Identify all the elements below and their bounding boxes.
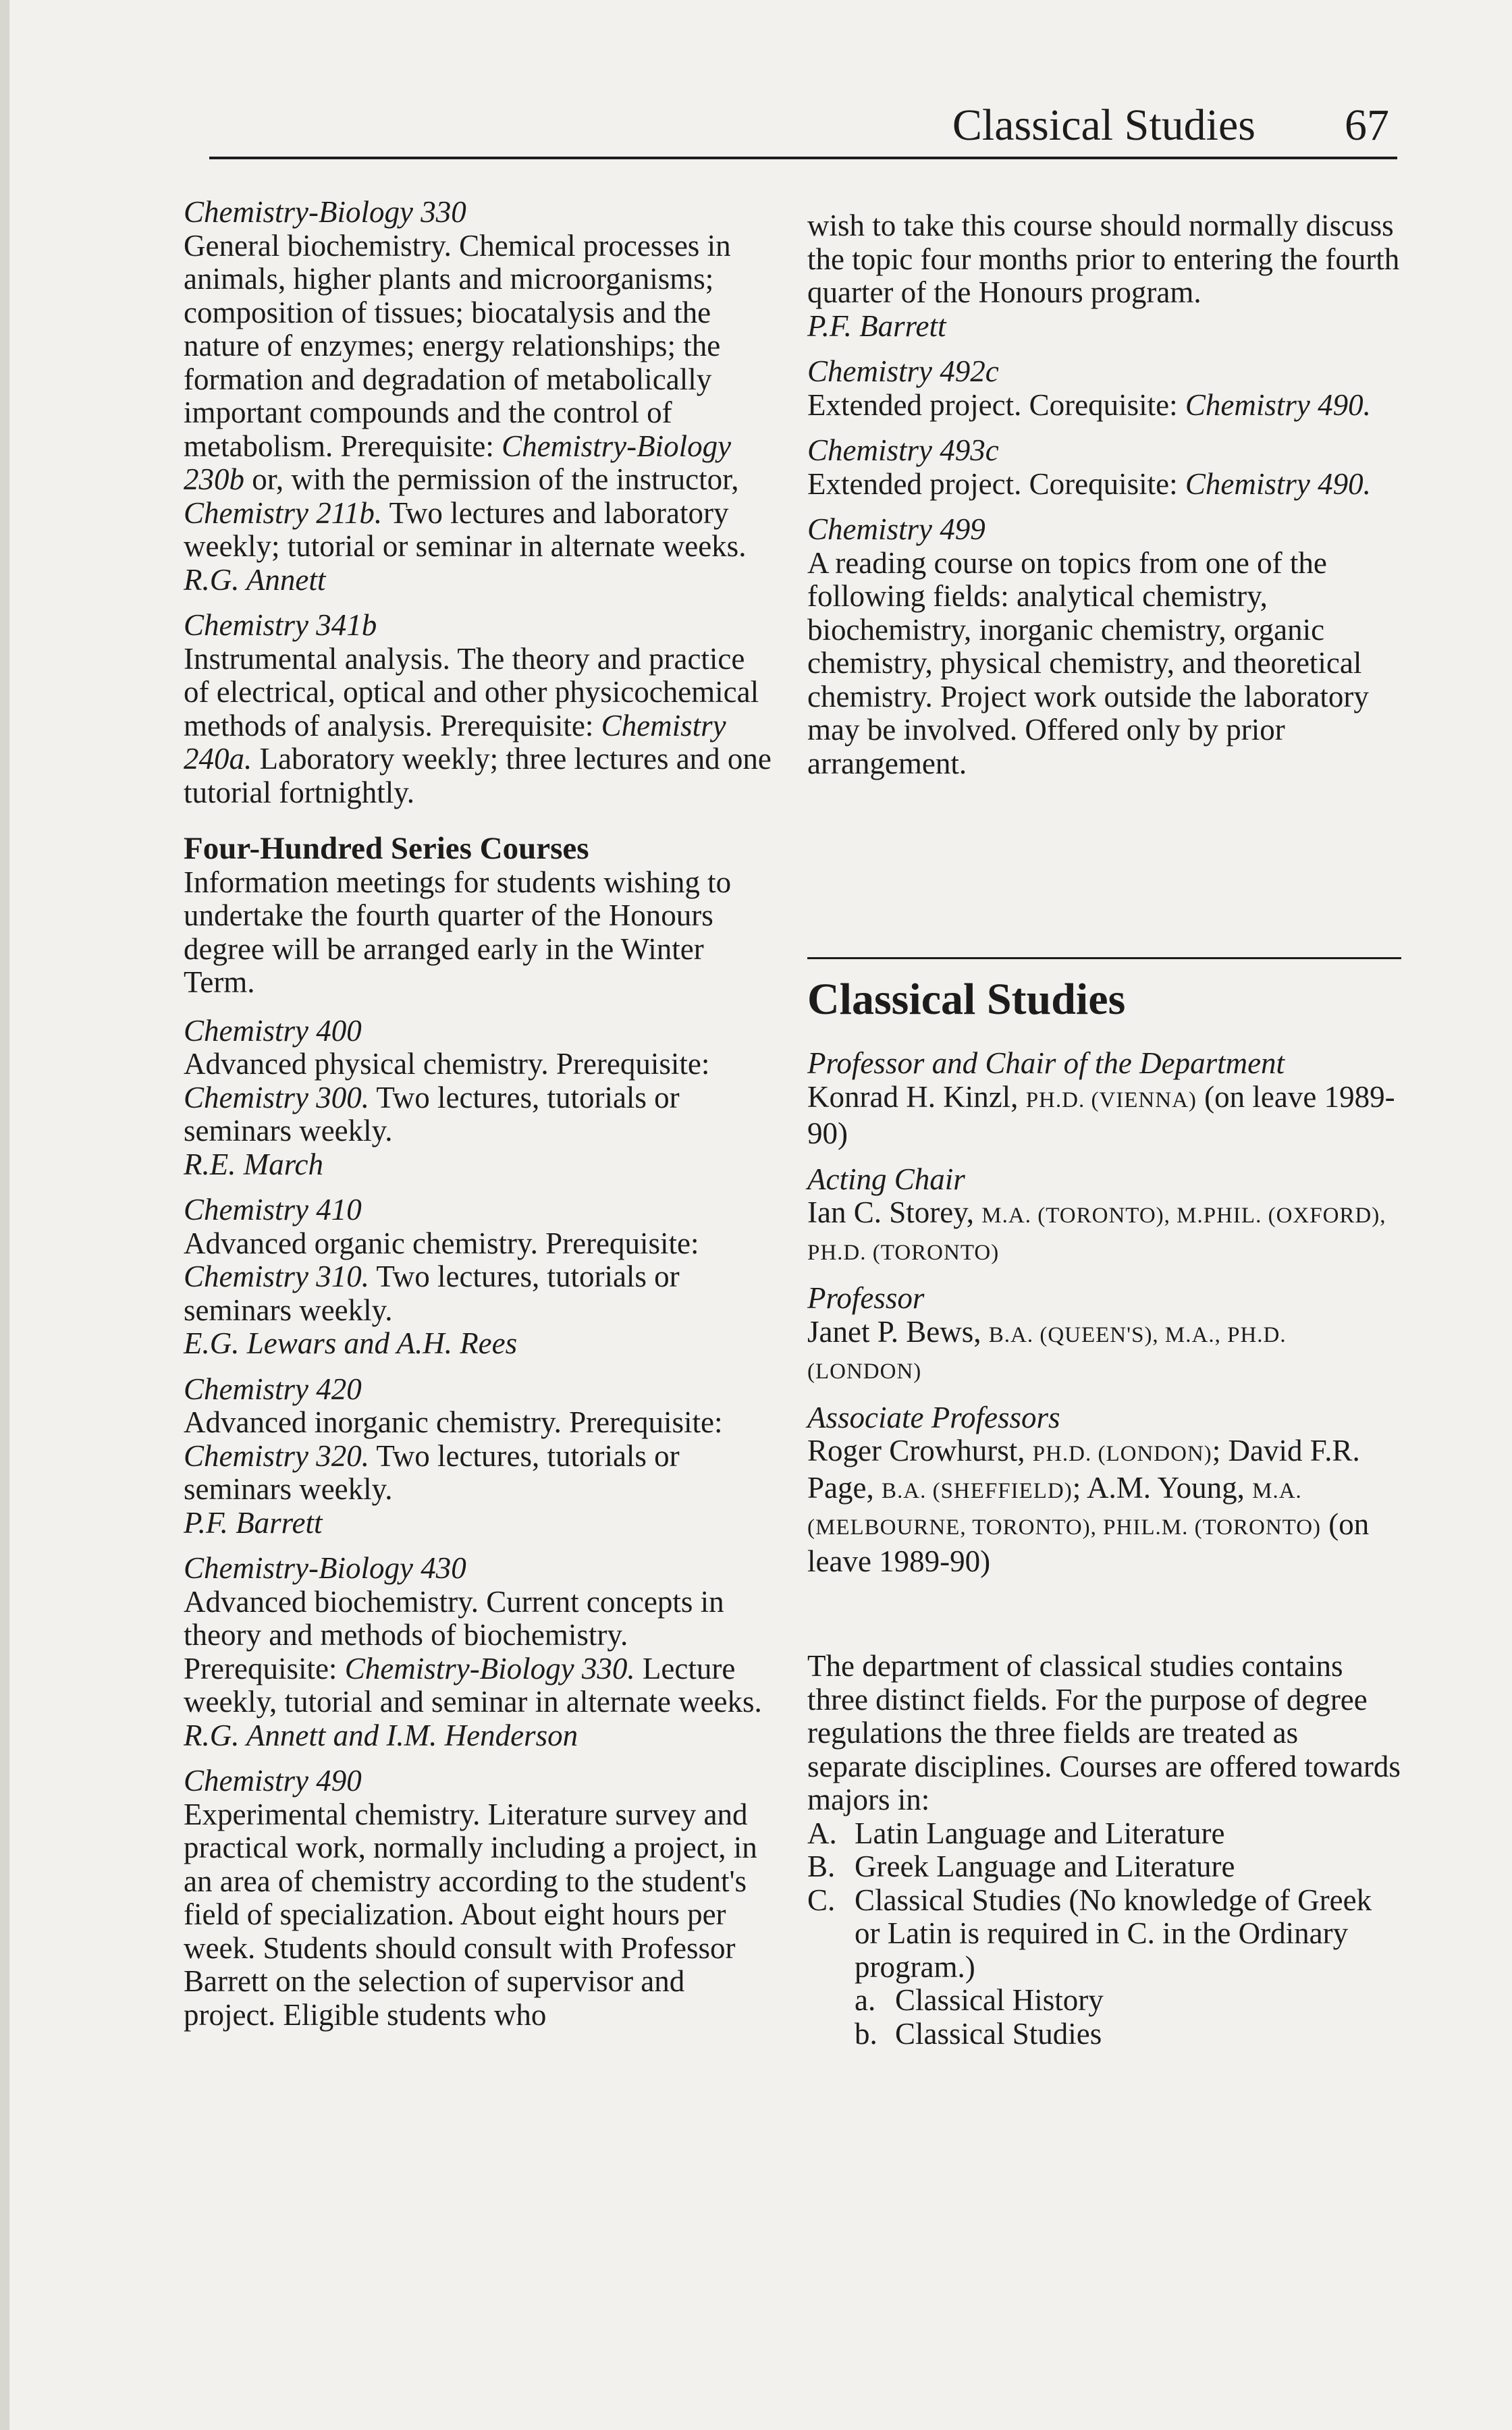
course-entry bbox=[184, 1193, 778, 1361]
faculty-name: Konrad H. Kinzl, bbox=[807, 1079, 1026, 1114]
faculty-members bbox=[807, 1316, 1401, 1389]
description-text: Advanced organic chemistry. Prerequisite: bbox=[184, 1226, 699, 1260]
faculty-members bbox=[807, 1081, 1401, 1151]
description-text: Instrumental analysis. The theory and practice of electrical, optical and other physicochemical methods of analysis. Prerequisite: bbox=[184, 641, 759, 742]
course-reference: Chemistry 320. bbox=[184, 1438, 369, 1473]
description-text: Advanced biochemistry. Current concepts in theory and methods of biochemistry. Prerequisite: bbox=[184, 1584, 724, 1685]
course-code: Chemistry 490 bbox=[184, 1764, 362, 1798]
course-reference: Chemistry 211b. bbox=[184, 495, 383, 530]
sub-majors-list bbox=[855, 1984, 1401, 2051]
course-entry bbox=[807, 434, 1401, 501]
faculty-degrees: PH.D. (LONDON) bbox=[1032, 1442, 1212, 1466]
course-description bbox=[807, 468, 1401, 502]
faculty-group bbox=[807, 1401, 1401, 1579]
list-marker: a. bbox=[855, 1983, 876, 2017]
list-marker: b. bbox=[855, 2016, 878, 2051]
section-divider bbox=[807, 957, 1401, 959]
course-reference: Chemistry 490. bbox=[1185, 466, 1371, 501]
description-text: Extended project. Corequisite: bbox=[807, 466, 1185, 501]
sub-major-group bbox=[807, 1984, 1401, 2051]
running-title: Classical Studies bbox=[952, 101, 1256, 150]
course-code: Chemistry 400 bbox=[184, 1013, 362, 1048]
faculty-members bbox=[807, 1434, 1401, 1578]
course-description bbox=[807, 547, 1401, 781]
major-label: Classical Studies (No knowledge of Greek or Latin is required in C. in the Ordinary program.) bbox=[855, 1883, 1372, 1984]
sub-major-label: Classical History bbox=[895, 1983, 1104, 2017]
faculty-name: Roger Crowhurst, bbox=[807, 1434, 1033, 1467]
course-list-three-hundred bbox=[184, 196, 778, 809]
course-entry bbox=[184, 1373, 778, 1540]
faculty-role: Professor and Chair of the Department bbox=[807, 1046, 1285, 1080]
page-number: 67 bbox=[1345, 101, 1389, 150]
department-description: The department of classical studies contains three distinct fields. For the purpose of degree regulations the three fields are treated as separate disciplines. Courses are offered towards majors in: bbox=[807, 1649, 1401, 1816]
faculty-role: Professor bbox=[807, 1281, 925, 1315]
course-instructor: R.E. March bbox=[184, 1147, 324, 1181]
list-marker: B. bbox=[807, 1850, 836, 1883]
description-text: A reading course on topics from one of the following fields: analytical chemistry, biochemistry, inorganic chemistry, organic chemistry, physical chemistry, and theoretical chemistry. Project work outside the laboratory may be involved. Offered only by prior arrangement. bbox=[807, 545, 1369, 780]
course-reference: Chemistry 300. bbox=[184, 1080, 369, 1114]
course-code: Chemistry-Biology 430 bbox=[184, 1551, 466, 1585]
major-label: Latin Language and Literature bbox=[855, 1816, 1225, 1850]
description-text: Two lectures, tutorials or seminars weekly. bbox=[184, 1260, 680, 1327]
major-item bbox=[807, 1884, 1401, 1985]
course-code: Chemistry 341b bbox=[184, 608, 377, 642]
description-text: Two lectures, tutorials or seminars weekly. bbox=[184, 1080, 680, 1148]
course-description bbox=[184, 1586, 778, 1719]
description-text: General biochemistry. Chemical processes in animals, higher plants and microorganisms; composition of tissues; biocatalysis and the nature of enzymes; energy relationships; the formation and degradation of metabolically important compounds and the control of metabolism. Prerequisite: bbox=[184, 228, 731, 463]
majors-list bbox=[807, 1817, 1401, 2051]
faculty-group bbox=[807, 1163, 1401, 1270]
course-code: Chemistry 499 bbox=[807, 512, 986, 546]
sub-major-label: Classical Studies bbox=[895, 2016, 1102, 2051]
faculty-name: ; David F.R. Page, bbox=[807, 1434, 1360, 1505]
section-title: Classical Studies bbox=[807, 975, 1126, 1024]
description-text: Advanced inorganic chemistry. Prerequisite: bbox=[184, 1405, 723, 1439]
course-entry bbox=[807, 513, 1401, 780]
course-code: Chemistry 420 bbox=[184, 1372, 362, 1406]
course-instructor: P.F. Barrett bbox=[184, 1505, 323, 1540]
course-list-continued bbox=[807, 355, 1401, 780]
faculty-group bbox=[807, 1282, 1401, 1389]
major-item bbox=[807, 1850, 1401, 1884]
course-code: Chemistry-Biology 330 bbox=[184, 195, 466, 229]
course-description bbox=[807, 389, 1401, 423]
course-reference: Chemistry 490. bbox=[1185, 387, 1371, 422]
sub-major-item bbox=[855, 1984, 1401, 2018]
description-text: Two lectures, tutorials or seminars weekly. bbox=[184, 1438, 680, 1506]
course-code: Chemistry 492c bbox=[807, 354, 999, 388]
series-heading: Four-Hundred Series Courses bbox=[184, 831, 589, 866]
faculty-degrees: M.A. (TORONTO), M.PHIL. (OXFORD), PH.D. (TORONTO) bbox=[807, 1204, 1386, 1265]
course-instructor: E.G. Lewars and A.H. Rees bbox=[184, 1326, 518, 1360]
major-label: Greek Language and Literature bbox=[855, 1850, 1235, 1883]
course-entry bbox=[184, 1015, 778, 1182]
description-text: or, with the permission of the instructor, bbox=[244, 462, 739, 496]
description-text: Lecture weekly, tutorial and seminar in alternate weeks. bbox=[184, 1651, 762, 1719]
course-instructor: R.G. Annett bbox=[184, 562, 326, 597]
course-entry bbox=[184, 1764, 778, 2032]
faculty-name: Ian C. Storey, bbox=[807, 1195, 982, 1229]
course-reference: Chemistry-Biology 330. bbox=[344, 1651, 635, 1685]
course-code: Chemistry 493c bbox=[807, 433, 999, 467]
faculty-degrees: PH.D. (VIENNA) bbox=[1025, 1087, 1197, 1112]
course-entry-continued bbox=[807, 209, 1401, 343]
faculty-role: Acting Chair bbox=[807, 1162, 965, 1196]
course-instructor: R.G. Annett and I.M. Henderson bbox=[184, 1718, 578, 1752]
course-reference: Chemistry-Biology 230b bbox=[184, 429, 732, 496]
description-text: Experimental chemistry. Literature survey and practical work, normally including a project, in an area of chemistry according to the student's field of specialization. About eight hours per week. Students should consult with Professor Barrett on the selection of supervisor and project. Eligible students who bbox=[184, 1797, 757, 2032]
course-description bbox=[184, 1227, 778, 1328]
faculty-group bbox=[807, 1047, 1401, 1151]
course-description bbox=[184, 1048, 778, 1148]
series-intro: Information meetings for students wishing to undertake the fourth quarter of the Honours degree will be arranged early in the Winter Term. bbox=[184, 865, 732, 999]
description-text: Advanced physical chemistry. Prerequisite: bbox=[184, 1047, 710, 1081]
course-list-four-hundred bbox=[184, 1015, 778, 2032]
faculty-name: ; A.M. Young, bbox=[1072, 1470, 1253, 1505]
faculty-degrees: B.A. (QUEEN'S), M.A., PH.D. (LONDON) bbox=[807, 1322, 1287, 1384]
list-marker: C. bbox=[807, 1883, 836, 1917]
course-reference: Chemistry 240a. bbox=[184, 708, 726, 776]
course-entry bbox=[807, 355, 1401, 422]
course-entry bbox=[184, 609, 778, 809]
description-text: Laboratory weekly; three lectures and one tutorial fortnightly. bbox=[184, 742, 772, 809]
page-binding-edge bbox=[0, 0, 9, 2430]
course-description bbox=[184, 643, 778, 810]
course-description: wish to take this course should normally discuss the topic four months prior to entering the fourth quarter of the Honours program. bbox=[807, 209, 1400, 309]
left-column bbox=[184, 196, 778, 2044]
right-column bbox=[807, 209, 1401, 2051]
faculty-degrees: M.A. (MELBOURNE, TORONTO), PHIL.M. (TORONTO) bbox=[807, 1478, 1322, 1540]
faculty-degrees: B.A. (SHEFFIELD) bbox=[881, 1478, 1073, 1503]
faculty-members bbox=[807, 1196, 1401, 1270]
course-description bbox=[184, 230, 778, 564]
course-reference: Chemistry 310. bbox=[184, 1260, 369, 1293]
description-text: Two lectures and laboratory weekly; tutorial or seminar in alternate weeks. bbox=[184, 495, 747, 563]
sub-major-item bbox=[855, 2018, 1401, 2051]
faculty-name: Janet P. Bews, bbox=[807, 1314, 989, 1349]
faculty-name: (on leave 1989-90) bbox=[807, 1079, 1395, 1150]
faculty-role: Associate Professors bbox=[807, 1400, 1060, 1434]
course-instructor: P.F. Barrett bbox=[807, 308, 946, 343]
major-item bbox=[807, 1817, 1401, 1851]
course-entry bbox=[184, 1552, 778, 1752]
running-header bbox=[209, 94, 1397, 159]
faculty-name: (on leave 1989-90) bbox=[807, 1507, 1370, 1578]
course-description bbox=[184, 1798, 778, 2032]
list-marker: A. bbox=[807, 1816, 837, 1850]
course-description bbox=[184, 1406, 778, 1507]
course-code: Chemistry 410 bbox=[184, 1193, 362, 1226]
description-text: Extended project. Corequisite: bbox=[807, 387, 1185, 422]
course-entry bbox=[184, 196, 778, 597]
faculty-list bbox=[807, 1047, 1401, 1578]
